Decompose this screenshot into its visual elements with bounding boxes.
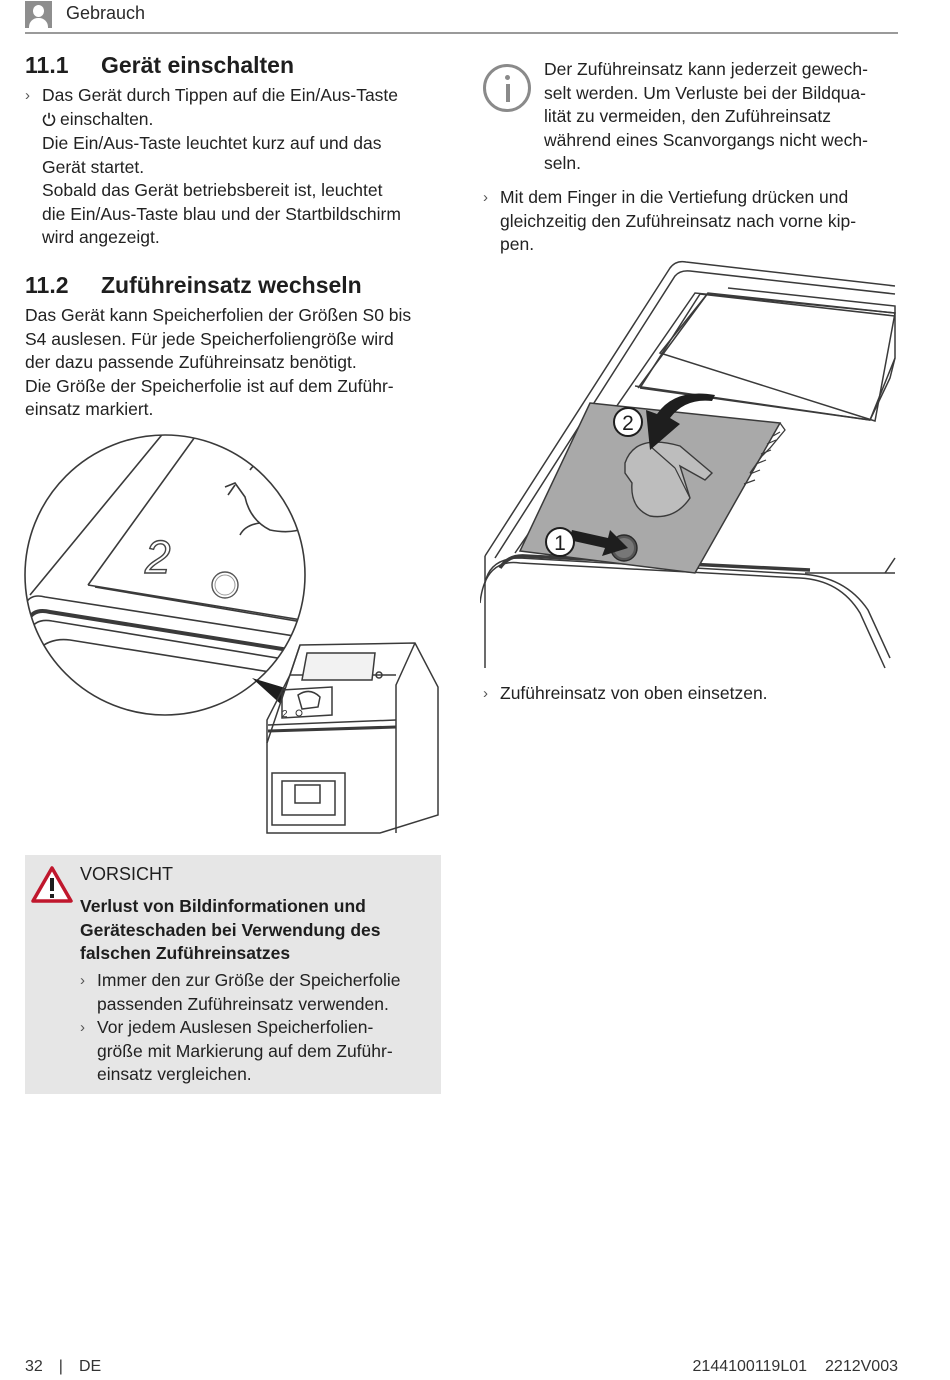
result-line: Die Ein/Aus-Taste leuchtet kurz auf und das: [42, 133, 382, 153]
document-number: 2144100119L01: [692, 1358, 808, 1375]
step-text-einschalten: einschalten.: [60, 108, 154, 129]
warning-bullet: [80, 1016, 435, 1087]
body-line: Das Gerät kann Speicherfolien der Größen S0 bis: [25, 305, 412, 325]
result-line: Sobald das Gerät betriebsbereit ist, leuchtet: [42, 180, 383, 201]
info-line: Der Zuführeinsatz kann jederzeit gewech-: [544, 59, 868, 79]
section-heading-11-1: [25, 52, 294, 79]
info-line: seln.: [544, 153, 581, 174]
power-icon: [42, 112, 56, 126]
chevron-right-icon: ›: [483, 685, 488, 702]
page-number: 32: [25, 1358, 43, 1375]
warning-heading: [80, 895, 430, 966]
figure-tray-removal: [480, 258, 900, 673]
step-press-tilt: [483, 186, 903, 257]
device-tray-number: 2: [282, 709, 288, 720]
warning-bullet: [80, 969, 435, 1016]
warning-bullet-line: Vor jedem Auslesen Speicherfolien-: [97, 1017, 374, 1037]
section-heading-11-2: [25, 272, 362, 299]
info-line: lität zu vermeiden, den Zuführeinsatz: [544, 106, 831, 127]
page-footer-right: [693, 1358, 898, 1376]
tray-size-number: 2: [145, 531, 171, 583]
warning-bullet-line: größe mit Markierung auf dem Zuführ-: [97, 1040, 393, 1061]
page-footer-left: [25, 1358, 101, 1376]
chevron-right-icon: ›: [80, 972, 85, 989]
section-title: Gerät einschalten: [101, 52, 295, 78]
warning-bullet-line: passenden Zuführeinsatz verwenden.: [97, 993, 389, 1014]
warning-heading-line: falschen Zuführeinsatzes: [80, 943, 291, 964]
warning-heading-line: Geräteschaden bei Verwendung des: [80, 919, 381, 940]
section-11-2-body: [25, 304, 450, 422]
warning-title: VORSICHT: [80, 864, 174, 884]
section-number: 11.1: [25, 52, 69, 78]
result-line: wird angezeigt.: [42, 227, 160, 248]
body-line: der dazu passende Zuführeinsatz benötigt.: [25, 352, 357, 373]
warning-triangle-icon: [31, 866, 73, 904]
page-header: [25, 0, 898, 34]
body-line: einsatz markiert.: [25, 399, 154, 420]
footer-separator: |: [58, 1358, 63, 1375]
step-text-line1: Das Gerät durch Tippen auf die Ein/Aus-Taste: [42, 85, 399, 105]
step-text-line2: [25, 108, 445, 132]
step-switch-on: [25, 84, 445, 131]
body-line: Die Größe der Speicherfolie ist auf dem Zuführ-: [25, 375, 394, 396]
warning-heading-line: Verlust von Bildinformationen und: [80, 896, 366, 916]
section-number: 11.2: [25, 272, 69, 298]
chevron-right-icon: ›: [80, 1019, 85, 1036]
step-line: Zuführeinsatz von oben einsetzen.: [500, 683, 768, 703]
section-title: Zuführeinsatz wechseln: [101, 272, 362, 298]
result-line: die Ein/Aus-Taste blau und der Startbildschirm: [42, 203, 401, 224]
step-result: [42, 132, 452, 250]
figure-device-tray: [20, 425, 450, 845]
info-note: [544, 58, 904, 176]
info-icon: [483, 64, 531, 112]
document-version: 2212V003: [825, 1358, 898, 1375]
warning-bullet-line: einsatz vergleichen.: [97, 1064, 252, 1085]
header-title: Gebrauch: [66, 3, 146, 23]
step-line: gleichzeitig den Zuführeinsatz nach vorne kip-: [500, 210, 857, 231]
step-line: Mit dem Finger in die Vertiefung drücken und: [500, 187, 849, 207]
info-line: während eines Scanvorgangs nicht wech-: [544, 129, 868, 150]
result-line: Gerät startet.: [42, 156, 145, 177]
callout-1-label: 1: [554, 532, 566, 555]
warning-bullet-line: Immer den zur Größe der Speicherfolie: [97, 970, 401, 990]
step-insert: [483, 682, 903, 706]
device-illustration: [267, 643, 438, 833]
step-line: pen.: [500, 234, 535, 255]
chevron-right-icon: ›: [483, 189, 488, 206]
chevron-right-icon: ›: [25, 87, 30, 104]
info-line: selt werden. Um Verluste bei der Bildqua-: [544, 82, 866, 103]
person-icon: [25, 1, 52, 28]
language-code: DE: [78, 1358, 102, 1375]
callout-2-label: 2: [622, 412, 634, 435]
body-line: S4 auslesen. Für jede Speicherfoliengröße wird: [25, 328, 394, 349]
